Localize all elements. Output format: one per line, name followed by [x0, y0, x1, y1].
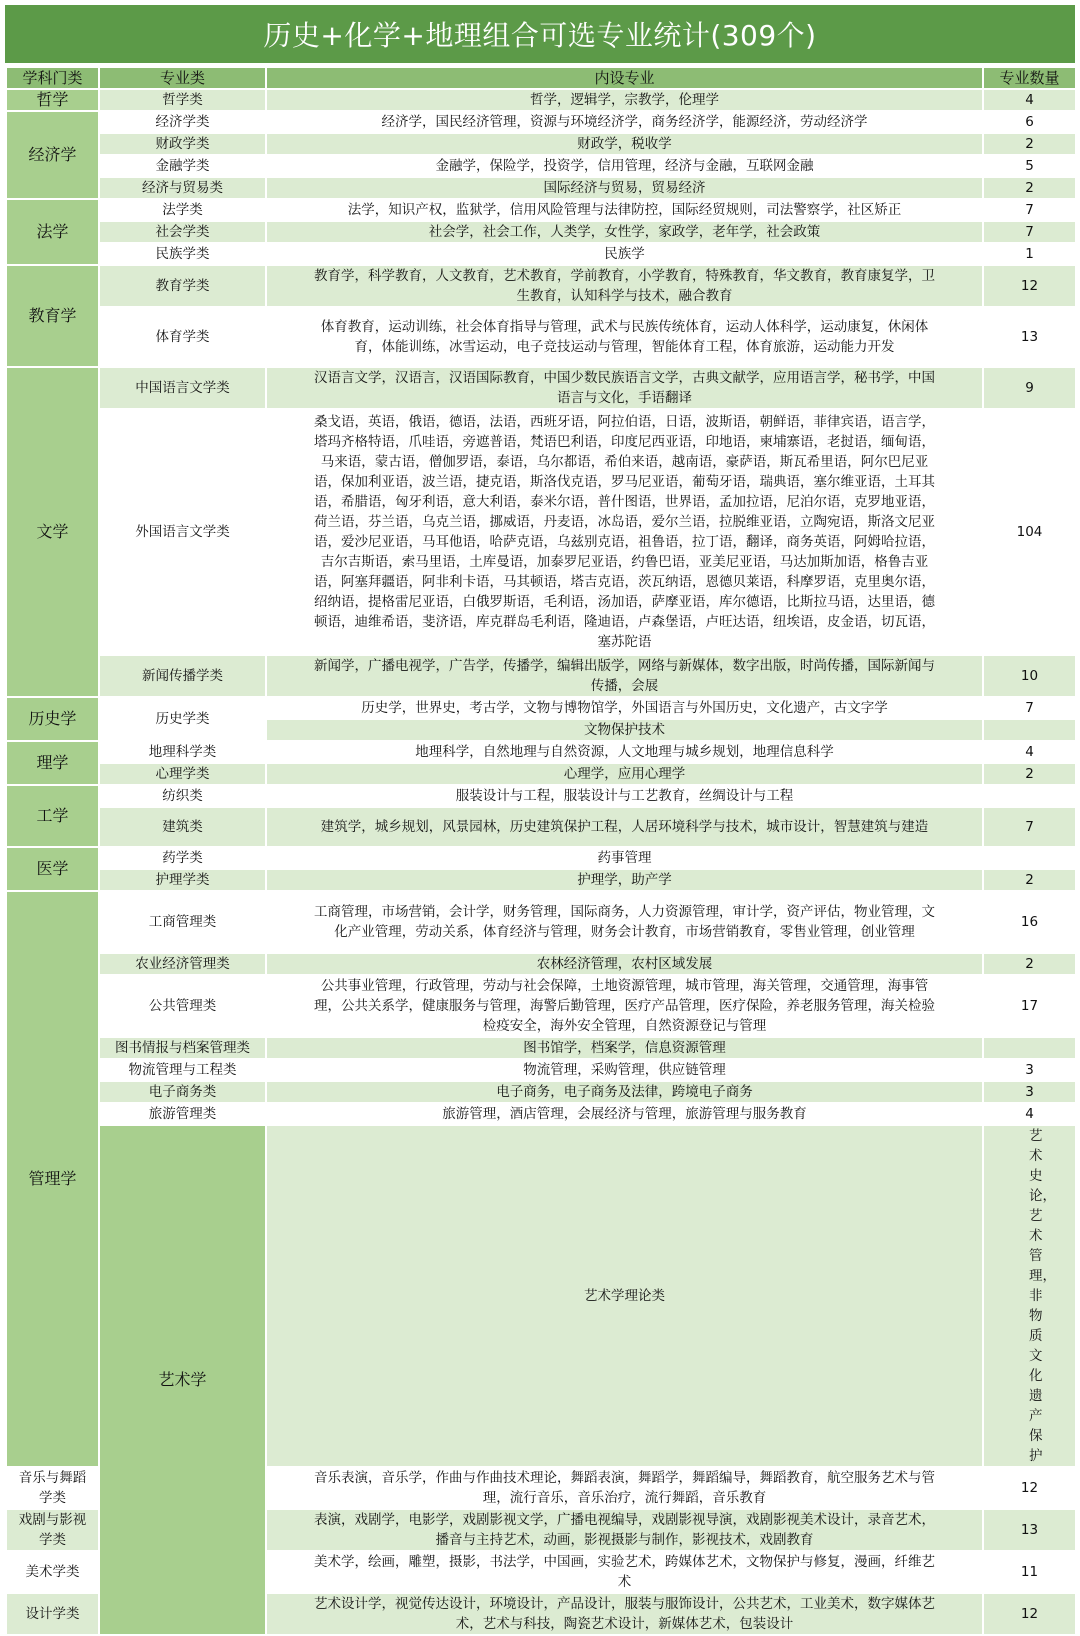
count-cell: 2 [983, 869, 1076, 891]
majors-table [5, 66, 1077, 1636]
table-row [6, 1081, 1076, 1103]
major-class-cell: 外国语言文学类 [99, 409, 266, 655]
majors-cell: 财政学，税收学 [266, 133, 983, 155]
count-cell: 11 [983, 1551, 1076, 1593]
table-row [6, 655, 1076, 697]
major-class-cell: 新闻传播学类 [99, 655, 266, 697]
majors-cell: 图书馆学，档案学，信息资源管理 [266, 1037, 983, 1059]
count-cell: 3 [983, 1059, 1076, 1081]
majors-cell: 物流管理，采购管理，供应链管理 [266, 1059, 983, 1081]
count-cell: 2 [983, 177, 1076, 199]
count-cell: 2 [983, 133, 1076, 155]
major-class-cell: 法学类 [99, 199, 266, 221]
table-row [6, 785, 1076, 807]
category-cell: 历史学 [6, 697, 99, 741]
count-cell: 7 [983, 221, 1076, 243]
majors-cell: 护理学，助产学 [266, 869, 983, 891]
count-cell: 10 [983, 655, 1076, 697]
count-cell: 12 [983, 265, 1076, 307]
table-row [6, 243, 1076, 265]
major-class-cell: 物流管理与工程类 [99, 1059, 266, 1081]
majors-cell: 心理学，应用心理学 [266, 763, 983, 785]
category-cell: 教育学 [6, 265, 99, 367]
major-class-cell: 民族学类 [99, 243, 266, 265]
major-class-cell: 财政学类 [99, 133, 266, 155]
count-cell: 9 [983, 367, 1076, 409]
major-class-cell: 工商管理类 [99, 891, 266, 953]
count-cell [983, 847, 1076, 869]
count-cell [983, 785, 1076, 807]
table-row [6, 869, 1076, 891]
major-class-cell: 戏剧与影视学类 [6, 1509, 99, 1551]
major-class-cell: 历史学类 [99, 697, 266, 741]
major-class-cell: 金融学类 [99, 155, 266, 177]
table-row [6, 741, 1076, 763]
majors-cell: 服装设计与工程，服装设计与工艺教育，丝绸设计与工程 [266, 785, 983, 807]
count-cell: 13 [983, 307, 1076, 367]
count-cell: 7 [983, 697, 1076, 719]
majors-cell: 新闻学，广播电视学，广告学，传播学，编辑出版学，网络与新媒体，数字出版，时尚传播，国际新闻与传播，会展 [266, 655, 983, 697]
table-row [6, 847, 1076, 869]
count-cell: 5 [983, 155, 1076, 177]
majors-cell: 法学，知识产权，监狱学，信用风险管理与法律防控，国际经贸规则，司法警察学，社区矫正 [266, 199, 983, 221]
table-row [6, 1125, 1076, 1467]
count-cell: 1 [983, 243, 1076, 265]
major-class-cell: 中国语言文学类 [99, 367, 266, 409]
count-cell: 4 [983, 89, 1076, 111]
major-class-cell: 图书情报与档案管理类 [99, 1037, 266, 1059]
count-cell: 12 [983, 1593, 1076, 1635]
category-cell: 工学 [6, 785, 99, 847]
count-cell: 17 [983, 975, 1076, 1037]
count-cell: 16 [983, 891, 1076, 953]
major-class-cell: 电子商务类 [99, 1081, 266, 1103]
majors-cell: 国际经济与贸易，贸易经济 [266, 177, 983, 199]
majors-cell: 美术学，绘画，雕塑，摄影，书法学，中国画，实验艺术，跨媒体艺术，文物保护与修复，漫画，纤维艺术 [266, 1551, 983, 1593]
count-cell: 7 [983, 807, 1076, 847]
count-cell: 4 [983, 741, 1076, 763]
majors-cell: 汉语言文学，汉语言，汉语国际教育，中国少数民族语言文学，古典文献学，应用语言学，秘书学，中国语言与文化，手语翻译 [266, 367, 983, 409]
majors-cell: 历史学，世界史，考古学，文物与博物馆学，外国语言与外国历史，文化遗产，古文字学 [266, 697, 983, 719]
table-row [6, 133, 1076, 155]
majors-cell: 教育学，科学教育，人文教育，艺术教育，学前教育，小学教育，特殊教育，华文教育，教育康复学，卫生教育，认知科学与技术，融合教育 [266, 265, 983, 307]
count-cell: 2 [983, 953, 1076, 975]
major-class-cell: 哲学类 [99, 89, 266, 111]
category-cell: 理学 [6, 741, 99, 785]
table-row [6, 307, 1076, 367]
table-row [6, 221, 1076, 243]
major-class-cell: 设计学类 [6, 1593, 99, 1635]
table-row [6, 807, 1076, 847]
majors-cell: 经济学，国民经济管理，资源与环境经济学，商务经济学，能源经济，劳动经济学 [266, 111, 983, 133]
major-class-cell: 农业经济管理类 [99, 953, 266, 975]
table-row [6, 1059, 1076, 1081]
majors-cell: 公共事业管理，行政管理，劳动与社会保障，土地资源管理，城市管理，海关管理，交通管理，海事管理，公共关系学，健康服务与管理，海警后勤管理，医疗产品管理，医疗保险，养老服务管理，海关检验检疫安全，海外安全管理，自然资源登记与管理 [266, 975, 983, 1037]
major-class-cell: 旅游管理类 [99, 1103, 266, 1125]
majors-cell: 艺术设计学，视觉传达设计，环境设计，产品设计，服装与服饰设计，公共艺术，工业美术，数字媒体艺术，艺术与科技，陶瓷艺术设计，新媒体艺术，包装设计 [266, 1593, 983, 1635]
major-class-cell: 药学类 [99, 847, 266, 869]
majors-cell: 艺术史论，艺术管理，非物质文化遗产保护 [983, 1125, 1076, 1467]
header-category: 学科门类 [6, 67, 99, 89]
table-row [6, 177, 1076, 199]
table-row [6, 697, 1076, 719]
header-row [6, 67, 1076, 89]
major-class-cell: 教育学类 [99, 265, 266, 307]
major-class-cell: 音乐与舞蹈学类 [6, 1467, 99, 1509]
count-cell [983, 1037, 1076, 1059]
count-cell: 6 [983, 111, 1076, 133]
majors-cell: 金融学，保险学，投资学，信用管理，经济与金融，互联网金融 [266, 155, 983, 177]
majors-cell: 药事管理 [266, 847, 983, 869]
majors-cell: 社会学，社会工作，人类学，女性学，家政学，老年学，社会政策 [266, 221, 983, 243]
majors-cell: 表演，戏剧学，电影学，戏剧影视文学，广播电视编导，戏剧影视导演，戏剧影视美术设计，录音艺术，播音与主持艺术，动画，影视摄影与制作，影视技术，戏剧教育 [266, 1509, 983, 1551]
table-row [6, 199, 1076, 221]
table-row [6, 1037, 1076, 1059]
majors-cell: 农林经济管理，农村区域发展 [266, 953, 983, 975]
major-class-cell: 社会学类 [99, 221, 266, 243]
category-cell: 文学 [6, 367, 99, 697]
majors-cell: 体育教育，运动训练，社会体育指导与管理，武术与民族传统体育，运动人体科学，运动康复，休闲体育，体能训练，冰雪运动，电子竞技运动与管理，智能体育工程，体育旅游，运动能力开发 [266, 307, 983, 367]
table-row [6, 155, 1076, 177]
category-cell: 法学 [6, 199, 99, 265]
table-row [6, 111, 1076, 133]
count-cell: 7 [983, 199, 1076, 221]
major-class-cell: 心理学类 [99, 763, 266, 785]
stats-table-container [5, 5, 1075, 1636]
header-major-class: 专业类 [99, 67, 266, 89]
count-cell: 104 [983, 409, 1076, 655]
table-row [6, 409, 1076, 655]
table-row [6, 953, 1076, 975]
category-cell: 艺术学 [99, 1125, 266, 1635]
table-row [6, 367, 1076, 409]
major-class-cell: 地理科学类 [99, 741, 266, 763]
table-row [6, 265, 1076, 307]
major-class-cell: 纺织类 [99, 785, 266, 807]
table-row [6, 89, 1076, 111]
majors-cell: 地理科学，自然地理与自然资源，人文地理与城乡规划，地理信息科学 [266, 741, 983, 763]
category-cell: 经济学 [6, 111, 99, 199]
header-majors: 内设专业 [266, 67, 983, 89]
table-body [6, 89, 1076, 1635]
majors-cell: 建筑学，城乡规划，风景园林，历史建筑保护工程，人居环境科学与技术，城市设计，智慧建筑与建造 [266, 807, 983, 847]
major-class-cell: 体育学类 [99, 307, 266, 367]
major-class-cell: 公共管理类 [99, 975, 266, 1037]
major-class-cell: 经济学类 [99, 111, 266, 133]
major-class-cell: 护理学类 [99, 869, 266, 891]
majors-cell: 音乐表演，音乐学，作曲与作曲技术理论，舞蹈表演，舞蹈学，舞蹈编导，舞蹈教育，航空服务艺术与管理，流行音乐，音乐治疗，流行舞蹈，音乐教育 [266, 1467, 983, 1509]
table-title: 历史+化学+地理组合可选专业统计(309个) [5, 5, 1075, 63]
majors-cell: 文物保护技术 [266, 719, 983, 741]
category-cell: 医学 [6, 847, 99, 891]
table-row [6, 763, 1076, 785]
table-row [6, 1103, 1076, 1125]
count-cell [983, 719, 1076, 741]
category-cell: 管理学 [6, 891, 99, 1467]
major-class-cell: 建筑类 [99, 807, 266, 847]
header-count: 专业数量 [983, 67, 1076, 89]
category-cell: 哲学 [6, 89, 99, 111]
majors-cell: 桑戈语，英语，俄语，德语，法语，西班牙语，阿拉伯语，日语，波斯语，朝鲜语，菲律宾语，语言学，塔玛齐格特语，爪哇语，旁遮普语，梵语巴利语，印度尼西亚语，印地语，柬埔寨语，老挝语，缅甸语，马来语，蒙古语，僧伽罗语，泰语，乌尔都语，希伯来语，越南语，豪萨语，斯瓦希里语，阿尔巴尼亚语，保加利亚语，波兰语，捷克语，斯洛伐克语，罗马尼亚语，葡萄牙语，瑞典语，塞尔维亚语，土耳其语，希腊语，匈牙利语，意大利语，泰米尔语，普什图语，世界语，孟加拉语，尼泊尔语，克罗地亚语，荷兰语，芬兰语，乌克兰语，挪威语，丹麦语，冰岛语，爱尔兰语，拉脱维亚语，立陶宛语，斯洛文尼亚语，爱沙尼亚语，马耳他语，哈萨克语，乌兹别克语，祖鲁语，拉丁语，翻译，商务英语，阿姆哈拉语，吉尔吉斯语，索马里语，土库曼语，加泰罗尼亚语，约鲁巴语，亚美尼亚语，马达加斯加语，格鲁吉亚语，阿塞拜疆语，阿非利卡语，马其顿语，塔吉克语，茨瓦纳语，恩德贝莱语，科摩罗语，克里奥尔语，绍纳语，提格雷尼亚语，白俄罗斯语，毛利语，汤加语，萨摩亚语，库尔德语，比斯拉马语，达里语，德顿语，迪维希语，斐济语，库克群岛毛利语，隆迪语，卢森堡语，卢旺达语，纽埃语，皮金语，切瓦语，塞苏陀语 [266, 409, 983, 655]
majors-cell: 工商管理，市场营销，会计学，财务管理，国际商务，人力资源管理，审计学，资产评估，物业管理，文化产业管理，劳动关系，体育经济与管理，财务会计教育，市场营销教育，零售业管理，创业管理 [266, 891, 983, 953]
count-cell: 3 [983, 1081, 1076, 1103]
table-row [6, 891, 1076, 953]
count-cell: 4 [983, 1103, 1076, 1125]
table-row [6, 975, 1076, 1037]
majors-cell: 民族学 [266, 243, 983, 265]
count-cell: 12 [983, 1467, 1076, 1509]
major-class-cell: 美术学类 [6, 1551, 99, 1593]
major-class-cell: 艺术学理论类 [266, 1125, 983, 1467]
count-cell: 2 [983, 763, 1076, 785]
count-cell: 13 [983, 1509, 1076, 1551]
majors-cell: 电子商务，电子商务及法律，跨境电子商务 [266, 1081, 983, 1103]
majors-cell: 旅游管理，酒店管理，会展经济与管理，旅游管理与服务教育 [266, 1103, 983, 1125]
major-class-cell: 经济与贸易类 [99, 177, 266, 199]
majors-cell: 哲学，逻辑学，宗教学，伦理学 [266, 89, 983, 111]
